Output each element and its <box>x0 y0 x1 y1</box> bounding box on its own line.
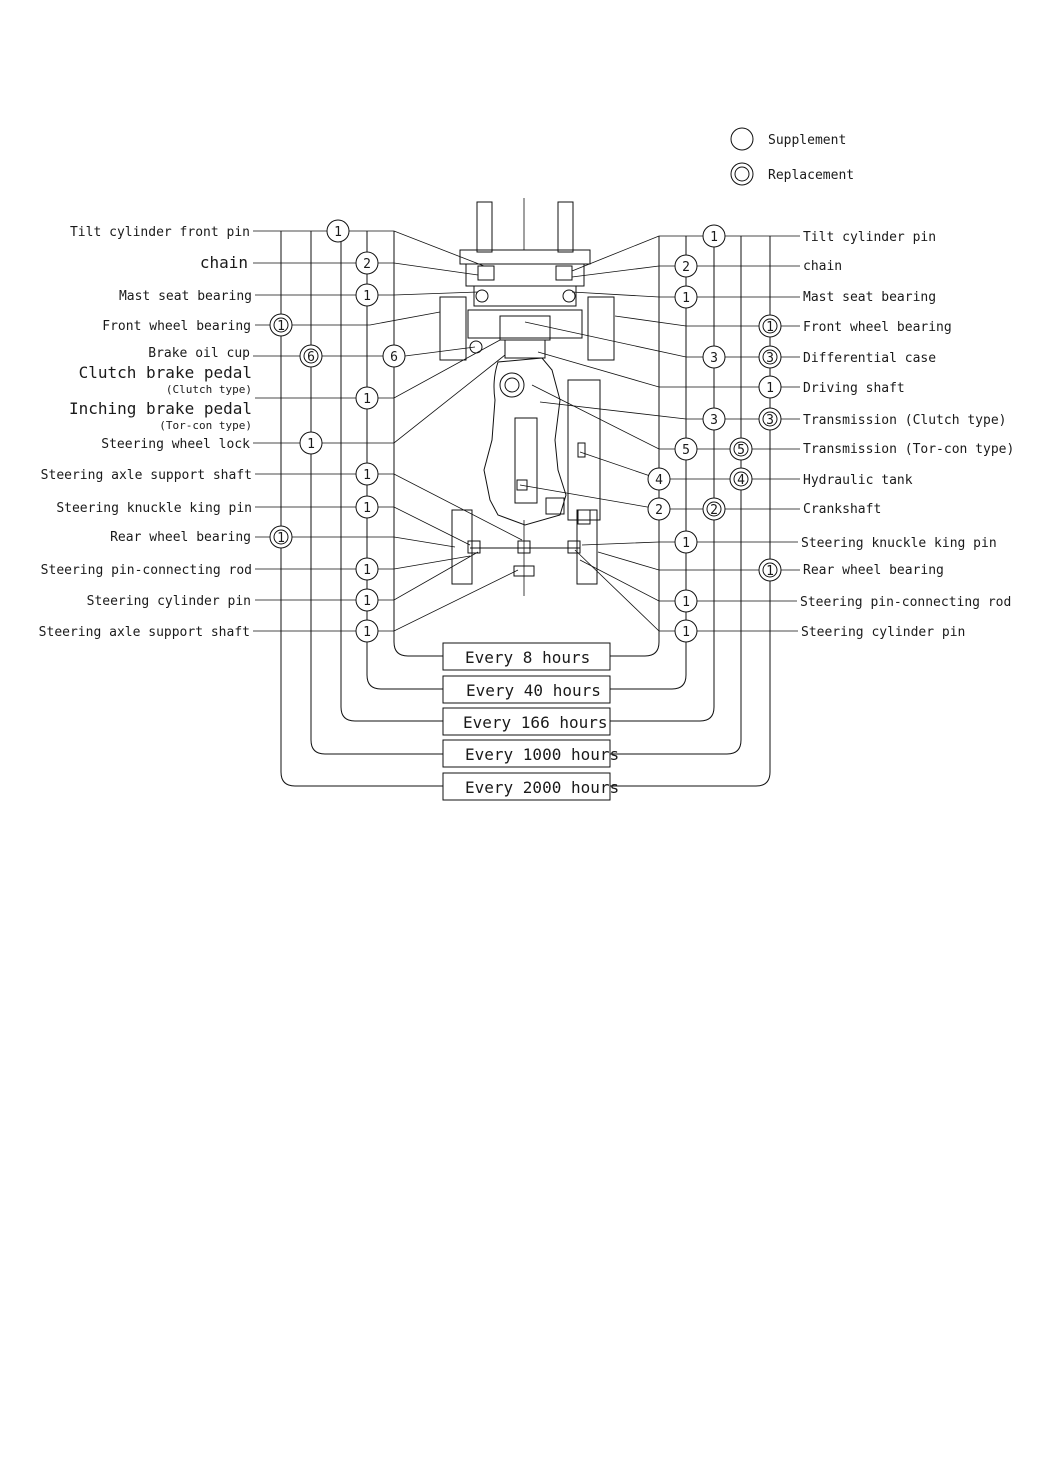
right-num-8: 4 <box>655 473 663 488</box>
interval-2000h: Every 2000 hours <box>465 778 620 797</box>
right-label-7: Transmission (Tor-con type) <box>803 442 1015 457</box>
right-num-5: 1 <box>766 381 774 396</box>
interval-8h: Every 8 hours <box>465 648 591 667</box>
left-sub-6: (Tor-con type) <box>159 419 252 432</box>
left-num-4: 6 <box>307 350 315 365</box>
right-items <box>520 225 1014 642</box>
left-num-2: 1 <box>363 289 371 304</box>
right-num-4b: 3 <box>766 351 774 366</box>
right-num-3: 1 <box>766 320 774 335</box>
left-num-7: 1 <box>307 437 315 452</box>
interval-40h: Every 40 hours <box>466 681 601 700</box>
supplement-label: Supplement <box>768 133 847 148</box>
left-num-3: 1 <box>277 319 285 334</box>
left-label-0: Tilt cylinder front pin <box>69 225 250 240</box>
right-num-9: 2 <box>655 503 663 518</box>
left-num-8: 1 <box>363 468 371 483</box>
left-num-10: 1 <box>277 531 285 546</box>
left-label-3: Front wheel bearing <box>102 319 251 334</box>
right-num-0: 1 <box>710 230 718 245</box>
left-num-1: 2 <box>363 257 371 272</box>
right-num-8b: 4 <box>737 473 745 488</box>
forklift-drawing <box>440 198 614 596</box>
right-num-12: 1 <box>682 595 690 610</box>
right-num-4: 3 <box>710 351 718 366</box>
left-label-9: Steering knuckle king pin <box>56 501 252 516</box>
left-num-11: 1 <box>363 563 371 578</box>
right-label-12: Steering pin-connecting rod <box>800 595 1012 610</box>
interval-166h: Every 166 hours <box>463 713 608 732</box>
right-num-7b: 5 <box>737 443 745 458</box>
right-num-9b: 2 <box>710 503 718 518</box>
right-label-3: Front wheel bearing <box>803 320 952 335</box>
left-label-5: Clutch brake pedal <box>78 363 252 382</box>
left-label-2: Mast seat bearing <box>118 289 252 304</box>
left-num-4b: 6 <box>390 350 398 365</box>
supplement-symbol <box>731 128 753 150</box>
left-label-7: Steering wheel lock <box>101 437 250 452</box>
left-label-6: Inching brake pedal <box>68 399 252 418</box>
right-label-9: Crankshaft <box>803 502 882 517</box>
legend <box>731 128 854 185</box>
right-label-6: Transmission (Clutch type) <box>803 413 1007 428</box>
left-num-5: 1 <box>363 392 371 407</box>
right-num-6: 3 <box>710 413 718 428</box>
right-num-7: 5 <box>682 443 690 458</box>
right-num-1: 2 <box>682 260 690 275</box>
right-label-13: Steering cylinder pin <box>801 625 966 640</box>
replacement-symbol-inner <box>735 167 749 181</box>
right-label-4: Differential case <box>803 351 937 366</box>
replacement-label: Replacement <box>768 168 855 183</box>
left-num-0: 1 <box>334 225 342 240</box>
right-label-11: Rear wheel bearing <box>803 563 944 578</box>
left-items <box>39 220 522 642</box>
left-label-13: Steering axle support shaft <box>38 625 250 640</box>
right-label-2: Mast seat bearing <box>803 290 937 305</box>
left-label-8: Steering axle support shaft <box>40 468 252 483</box>
right-num-11: 1 <box>766 564 774 579</box>
left-label-11: Steering pin-connecting rod <box>40 563 252 578</box>
interval-1000h: Every 1000 hours <box>465 745 620 764</box>
right-label-8: Hydraulic tank <box>803 473 913 488</box>
left-num-9: 1 <box>363 501 371 516</box>
left-num-12: 1 <box>363 594 371 609</box>
left-label-4: Brake oil cup <box>148 346 250 361</box>
right-label-0: Tilt cylinder pin <box>803 230 937 245</box>
right-num-2: 1 <box>682 291 690 306</box>
right-label-10: Steering knuckle king pin <box>801 536 997 551</box>
right-num-10: 1 <box>682 536 690 551</box>
left-num-13: 1 <box>363 625 371 640</box>
right-label-5: Driving shaft <box>803 381 905 396</box>
right-num-13: 1 <box>682 625 690 640</box>
left-label-10: Rear wheel bearing <box>110 530 251 545</box>
right-num-6b: 3 <box>766 413 774 428</box>
right-label-1: chain <box>803 259 843 274</box>
interval-boxes <box>443 643 619 800</box>
left-sub-5: (Clutch type) <box>165 383 252 396</box>
left-label-12: Steering cylinder pin <box>86 594 251 609</box>
left-label-1: chain <box>199 253 248 272</box>
